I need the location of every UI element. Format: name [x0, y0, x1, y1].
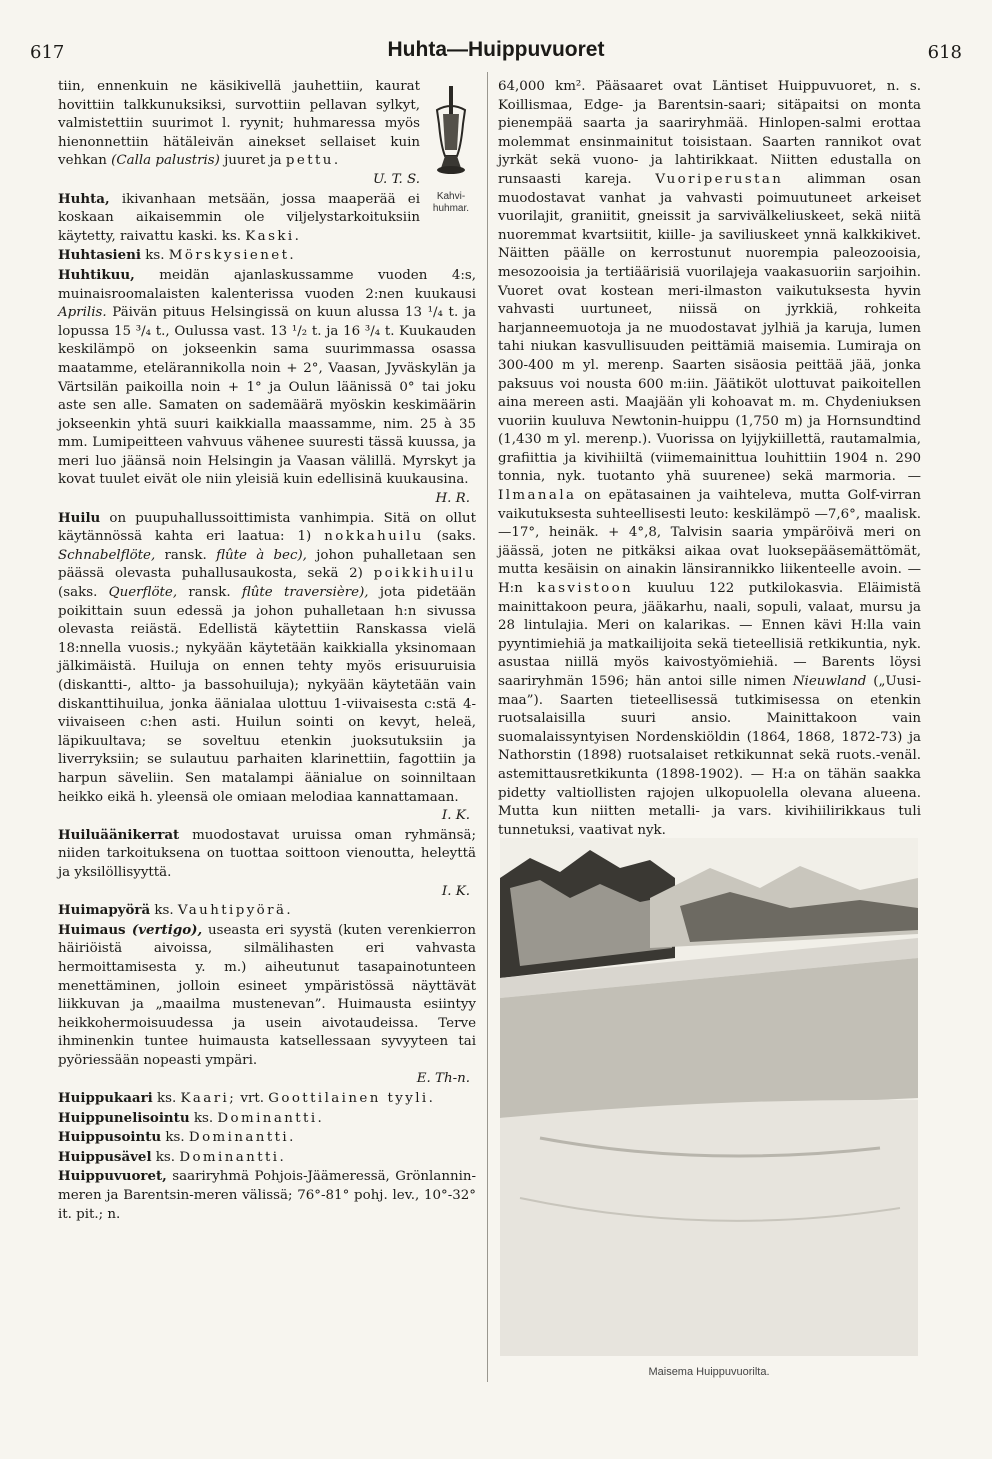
headword: Huippusävel	[58, 1148, 152, 1165]
entry-huhtasieni	[58, 246, 476, 266]
entry-huippunelisointu	[58, 1109, 476, 1129]
headword: Huilu	[58, 509, 101, 526]
cross-reference: Mörskysienet.	[168, 248, 297, 264]
entry-text: vrt.	[236, 1091, 269, 1107]
figure-caption-line-2: huhmar.	[432, 202, 470, 214]
entry-huhtikuu	[58, 266, 476, 490]
entry-huippuvuoret	[58, 1167, 476, 1224]
entry-text-4: kuuluu 122 putkilokasvia. Eläimistä mainittakoon peura, jääkarhu, naali, sopuli, valaat, mursu ja 28 lintulajia. Meri on kalarikas. — Ennen kävi H:lla vain pyyntimiehiä ja matkailijoita sekä tieteellisiä retkikuntia, nyk. asustaa niillä myös kaivostyömiehiä. — Barents löysi saariryhmän 1596; hän antoi sille nimen	[498, 581, 921, 689]
landscape-photo	[500, 838, 918, 1356]
headword: Huippuvuoret,	[58, 1168, 167, 1185]
headword: Huhta,	[58, 190, 110, 207]
cross-reference: Dominantti.	[179, 1149, 287, 1165]
mortar-figure	[426, 84, 476, 212]
entry-text: useasta eri syystä (kuten verenkierron häiriöistä aivoissa, silmälihasten eri vahvasta hermoittamisesta y. m.) aiheutunut tasapainotunteen menettäminen, jolloin esineet ympäristössä näyttävät liikkuvan ja „maailma mustenevan”. Huimausta esiintyy heikkohermoisuudessa ja usein aivotaudeissa. Terve ihminenkin tuntee huimausta katsellessaan syvyyteen tai pyöriessään nopeasti ympäri.	[58, 922, 476, 1068]
left-page-number: 617	[30, 42, 65, 63]
headword: Huimaus	[58, 921, 126, 938]
entry-text: ks.	[161, 1130, 189, 1146]
entry-text-2: alimman osan muodostavat vanhat ja vahvasti poimuutuneet arkeiset vuorilajit, graniitit, gneissit ja sarvivälkeliuskeet, sekä niitä nuoremmat kvartsiitit, kiille- ja saviliuskeet ynnä kalkkikivet. Näitten päälle on kerrostunut nuorempia paleozooisia, mesozooisia ja tertiäärisiä vuorilajeja vaakasuoriin sarjoihin. Vuoret ovat kostean meri-ilmaston vaikutuksesta hyvin vahvasti uurtuneet, niissä on jyrkkiä, rohkeita harjanneemuotoja ja ne muodostavat jylhiä ja karuja, lumen tahi niukan kasvullisuuden peittämiä maisemia. Lumiraja on 300-400 m yl. merenp. Saarten sisäosia peittää jää, jonka paksuus voi nousta 600 m:iin. Jäätiköt ulottuvat paikoitellen aina mereen asti. Maajään yli kohoavat m. m. Chydeniuksen vuoriin kuuluva Newtonin-huippu (1,750 m) ja Hornsundtind (1,430 m yl. merenp.). Vuorissa on lyijykiillettä, rautamalmia, grafiittia ja kivihiiltä (viimemainittua louhittiin 1904 n. 290 tonnia, nyk. tuotanto yhä suurenee) sekä marmoria. —	[498, 171, 921, 485]
german-term: Schnabelflöte,	[58, 547, 156, 563]
cross-reference-2: Goottilainen tyyli.	[268, 1091, 436, 1107]
german-term-2: Querflöte,	[108, 585, 178, 601]
cross-reference: Vauhtipyörä.	[177, 903, 294, 919]
entry-text: ks.	[140, 248, 169, 264]
entry-text-5: („Uusi-maa”). Saarten tieteellisessä tutkimisessa on etenkin ruotsalaisilla suuri ansio. Mainittakoon vain suomalaissyntyisen Nordenskiöldin (1864, 1868, 1872-73) ja Nathorstin (1898) ruotsalaiset retkikunnat sekä ruots.-venäl. astemittausretkikunta (1898-1902). — H:a on tähän saakka pidetty valtiollisten rajojen ulkopuolella olevana alueena. Mutta kun niitten metalli- ja vars. kivihiilirikkaus tuli tunnetuksi, vaativat nyk.	[498, 674, 921, 838]
left-column	[58, 78, 476, 1224]
entry-text: ks.	[189, 1110, 218, 1126]
headword: Huippusointu	[58, 1129, 162, 1146]
subheading-bedrock: Vuoriperustan	[655, 171, 784, 187]
french-term: flûte à bec),	[216, 547, 307, 563]
species-name: (Calla palustris)	[111, 153, 220, 169]
subheading-flora: kasvistoon	[537, 581, 634, 597]
headword: Huimapyörä	[58, 902, 151, 919]
entry-text-3: on epätasainen ja vaihteleva, mutta Golf-virran vaikutuksesta suhteellisesti leuto: keskilämpö —7,6°, maalisk. —17°, heinäk. + 4°,8, Talvisin saaria ympäröivä meri on jäässä, joten ne pitkäksi aikaa ovat luoksepääsemättömät, mutta kesäisin on ainakin länsirannikko liikenteelle avoin. — H:n	[498, 488, 921, 597]
entry-huiluaanikerrat	[58, 826, 476, 883]
signature: I. K.	[441, 808, 470, 824]
entry-huippuvuoret-continued	[498, 78, 921, 840]
entry-text: 64,000 km². Pääsaaret ovat Läntiset Huippuvuoret, n. s. Koillismaa, Edge- ja Barentsin-saari; sitäpaitsi on monta pienempää saarta ja saariryhmää. Hinlopen-salmi erottaa molemmat ensinmainitut toisistaan. Saarten rannikot ovat jyrkät sekä vuono- ja lahtirikkaat. Niitten edustalla on runsaasti kareja.	[498, 79, 921, 187]
entry-text: ransk.	[177, 585, 242, 601]
signature: U. T. S.	[373, 171, 420, 187]
headword: Huippunelisointu	[58, 1109, 190, 1126]
entry-text: muodostavat uruissa oman ryhmänsä; niiden tarkoituksena on tuottaa soittoon vienoutta, heleyttä ja yksilöllisyyttä.	[58, 827, 476, 880]
term-poikkihuilu: poikkihuilu	[373, 566, 476, 582]
right-column	[498, 78, 921, 840]
entry-huhta	[58, 190, 476, 247]
coffee-mortar-illustration	[433, 84, 469, 184]
signature: E. Th-n.	[416, 1071, 470, 1087]
pettu-term: pettu.	[285, 153, 341, 169]
figure-caption-line-1: Kahvi-	[436, 190, 466, 202]
photo-caption: Maisema Huippuvuorilta.	[648, 1366, 770, 1378]
entry-text-2: Päivän pituus Helsingissä on kuun alussa 13 ¹/₄ t. ja lopussa 15 ³/₄ t., Oulussa vast. 13 ¹/₂ t. ja 16 ³/₄ t. Kuukauden keskilämpö on jokseenkin sama suurimmassa osassa maatamme, etelärannikolla noin + 2°, Vaasan, Jyväskylän ja Värtsilän paikoilla noin + 1° ja Oulun läänissä 0° tai joku aste sen alle. Samaten on sademäärä myöskin keskimäärin jokseenkin yhtä suuri kaikkialla maassamme, nim. 25 à 35 mm. Lumipeitteen vahvuus vähenee suuresti tässä kuussa, ja meri luo jäänsä noin Helsingin ja Vaasan välillä. Myrskyt ja kovat tuulet eivät ole niin yleisiä kuin edellisinä kuukausina.	[58, 305, 476, 488]
entry-text: ks.	[151, 1149, 180, 1165]
page-header	[30, 38, 962, 68]
cross-reference: Kaari;	[180, 1091, 237, 1107]
historical-name: Nieuwland	[792, 674, 867, 689]
signature: I. K.	[441, 883, 470, 899]
term-nokkahuilu: nokkahuilu	[324, 529, 424, 545]
headword: Huippukaari	[58, 1090, 153, 1107]
entry-text: saariryhmä Pohjois-Jäämeressä, Grönlannin-meren ja Barentsin-meren välissä; 76°-81° pohj. lev., 10°-32° it. pit.; n.	[58, 1169, 476, 1222]
continuation-text: tiin, ennenkuin ne käsikivellä jauhettiin, kaurat hovittiin talkkunuksiksi, survottiin pellavan sylkyt, valmistettiin suurimot l. ryynit; huhmaressa myös hienonnettiin hätäleivän ainekset sellaiset kuin vehkan	[58, 79, 420, 169]
entry-text: ikivanhaan metsään, jossa maaperää ei koskaan aikaisemmin ole viljelystarkoituksiin käytetty, raivattu kaski. ks.	[58, 191, 420, 244]
right-page-number: 618	[927, 42, 962, 63]
entry-huimapyora	[58, 901, 476, 921]
latin-term: (vertigo),	[125, 921, 203, 938]
column-divider	[487, 72, 488, 1382]
running-title: Huhta—Huippuvuoret	[387, 38, 605, 61]
entry-huippukaari	[58, 1089, 476, 1109]
french-term-2: flûte traversière),	[241, 585, 369, 601]
entry-text: (saks.	[423, 529, 476, 545]
continuation-text-2: juuret ja	[219, 153, 286, 169]
entry-text: (saks.	[58, 585, 109, 601]
signature: H. R.	[435, 491, 470, 507]
entry-text: ks.	[150, 903, 178, 919]
entry-text: meidän ajanlaskussamme vuoden 4:s, muinaisroomalaisten kalenterissa vuoden 2:nen kuukausi	[58, 267, 476, 302]
entry-text: johon puhalletaan sen päässä olevasta puhallusaukosta, sekä 2)	[58, 547, 476, 582]
cross-reference: Dominantti.	[217, 1110, 325, 1126]
entry-huippusointu	[58, 1128, 476, 1148]
headword: Huiluäänikerrat	[58, 826, 180, 843]
entry-continuation	[58, 78, 476, 171]
headword: Huhtasieni	[58, 247, 141, 264]
cross-reference: Dominantti.	[188, 1130, 296, 1146]
entry-text: on puupuhallussoittimista vanhimpia. Sitä on ollut käytännössä kahta eri laatua: 1)	[58, 510, 476, 545]
entry-huippusavel	[58, 1148, 476, 1168]
subheading-climate: Ilmanala	[498, 488, 577, 504]
entry-text: ransk.	[155, 547, 217, 563]
entry-huimaus	[58, 921, 476, 1071]
cross-reference: Kaski.	[245, 228, 302, 244]
latin-term: Aprilis.	[58, 305, 107, 321]
entry-huilu	[58, 509, 476, 808]
headword: Huhtikuu,	[58, 266, 135, 283]
entry-text: ks.	[152, 1091, 181, 1107]
entry-text: jota pidetään poikittain suun edessä ja johon puhalletaan h:n sivussa olevasta reiästä. Edellistä käytettiin Ranskassa vielä 18:nnella vuosis.; nykyään käytetään kaikkialla yksinomaan jälkimäistä. Huiluja on ennen tehty myös erisuuruisia (diskantti-, altto- ja bassohuiluja); nykyään käytetään vain diskanttihuilua, jonka äänialaa ulottuu 1-viivaisesta c:stä 4-viivaiseen c:hen asti. Huilun sointi on kevyt, heleä, läpikuultava; se soveltuu etenkin juoksutuksiin ja liverryksiin; se sulautuu parhaiten klarinettiin, fagottiin ja harpun säveliin. Sen matalampi äänialue on soinniltaan heikko eikä h. yleensä ole omiaan melodiaa kannattamaan.	[58, 585, 476, 805]
